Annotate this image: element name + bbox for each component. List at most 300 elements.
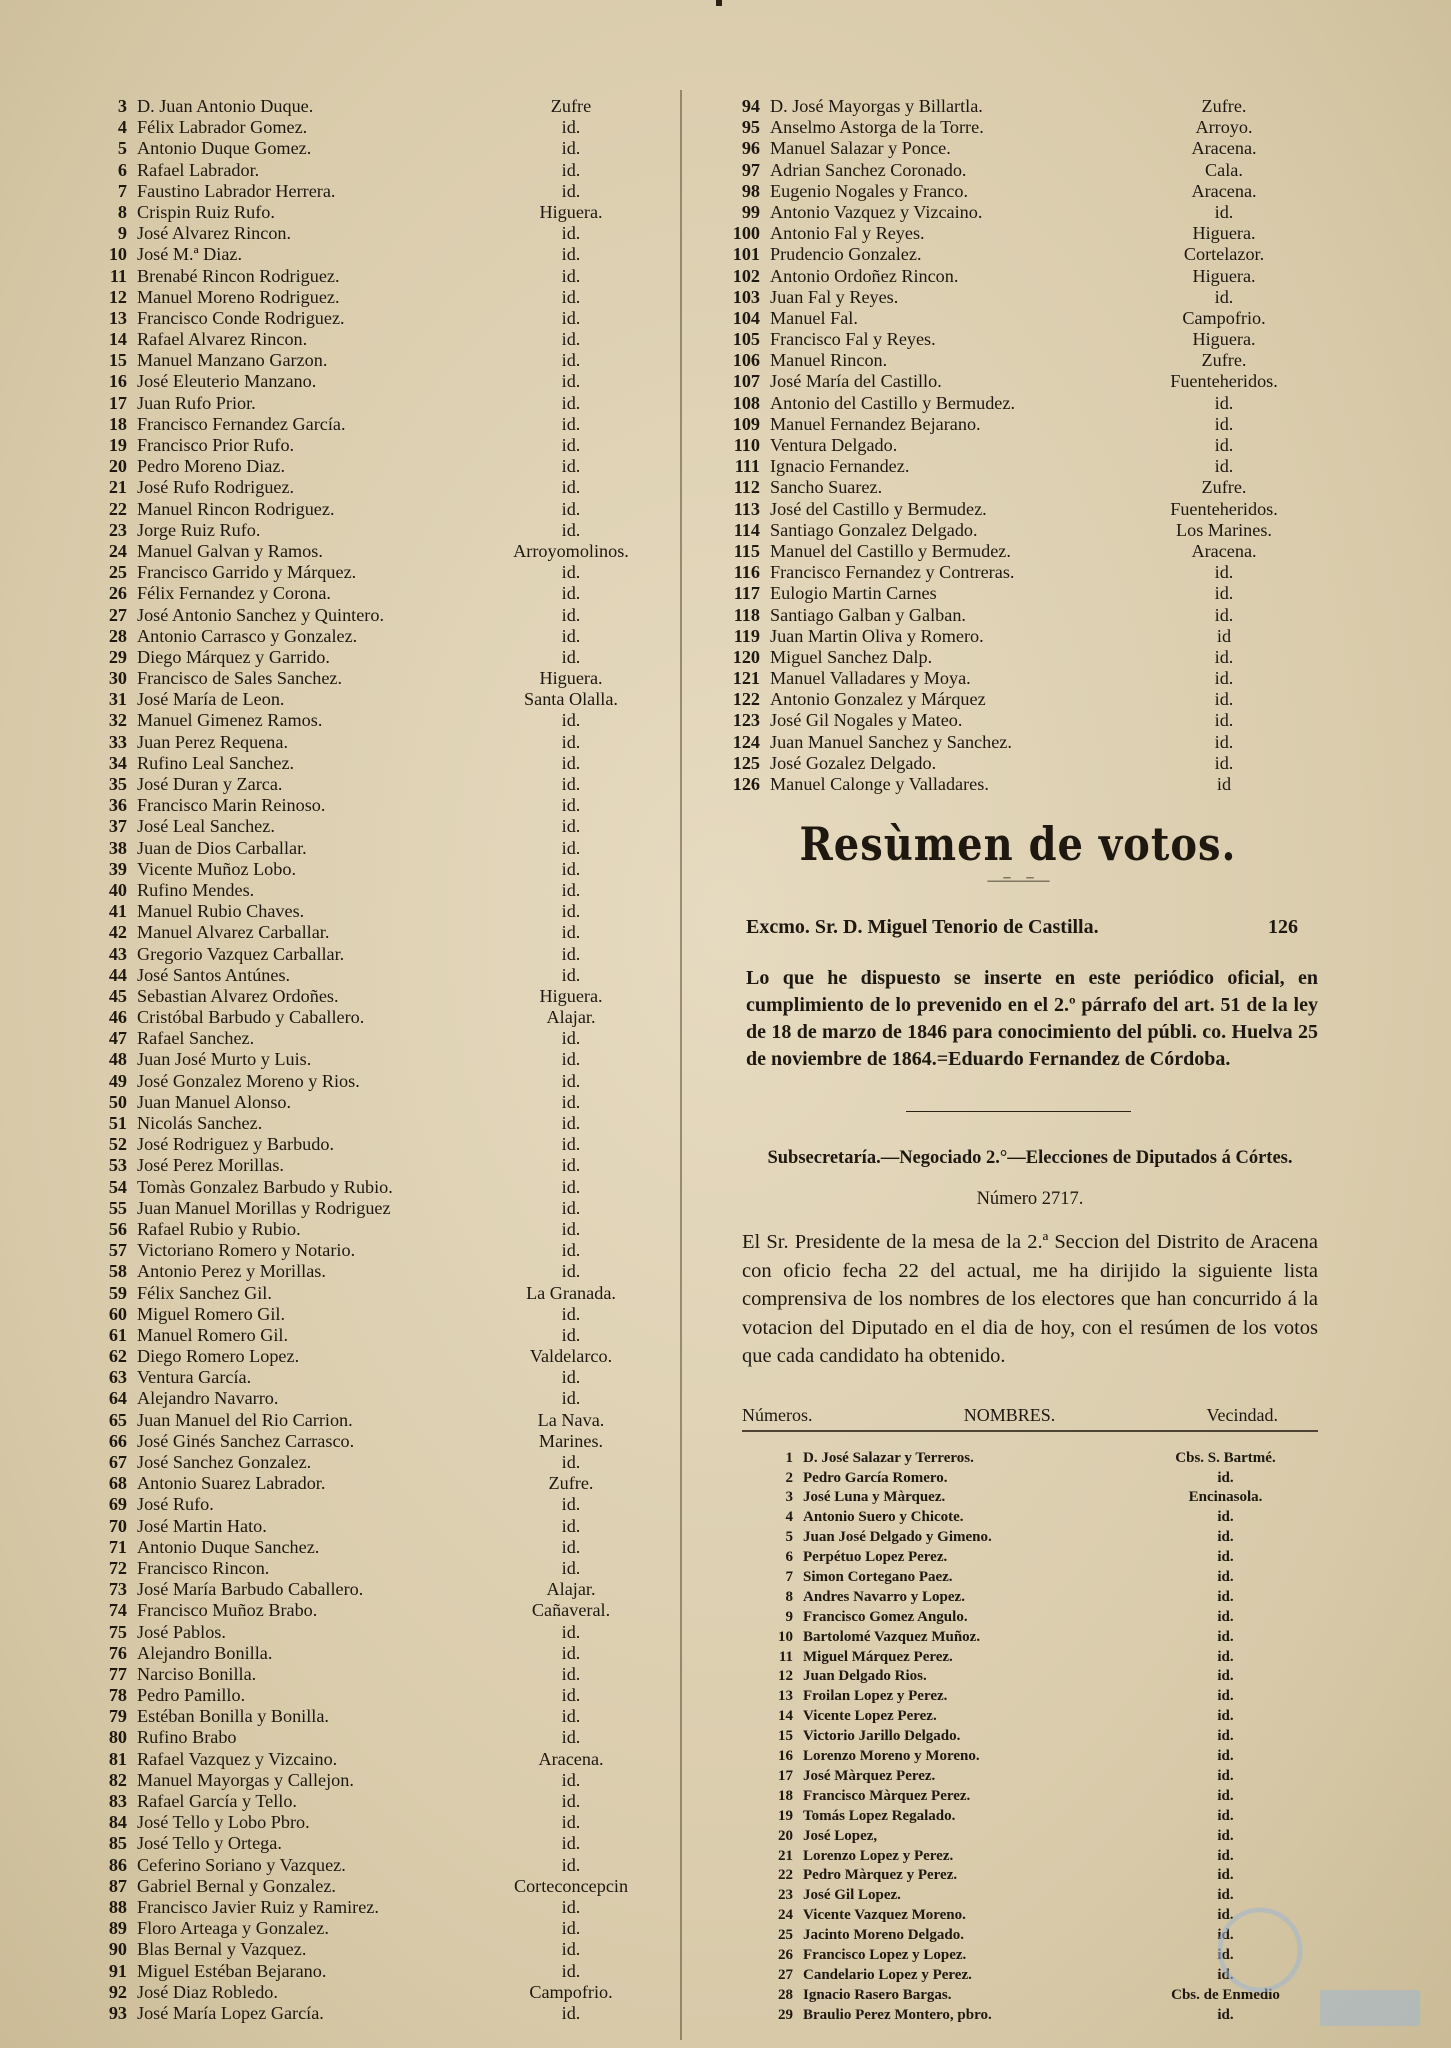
elector-town: id. — [561, 1028, 581, 1049]
elector-number: 77 — [108, 1663, 127, 1684]
elector-town: id. — [561, 244, 581, 265]
elector-town: id. — [561, 2002, 581, 2023]
elector-town: id. — [561, 159, 581, 180]
elector-name: Rafael Labrador. — [137, 159, 260, 180]
list-item — [72, 774, 667, 795]
list-item — [718, 1549, 1318, 1569]
elector-town: id. — [561, 731, 581, 752]
elector-name: José Perez Morillas. — [137, 1155, 284, 1176]
list-item — [72, 308, 667, 329]
list-item — [72, 287, 667, 308]
elector-number: 31 — [108, 689, 127, 710]
elector-name: José María de Leon. — [137, 689, 285, 710]
list-item — [718, 626, 1318, 647]
elector-name: Francisco Javier Ruiz y Ramirez. — [137, 1896, 379, 1917]
elector-town: id. — [561, 1621, 581, 1642]
elector-name: Miguel Sanchez Dalp. — [770, 646, 933, 667]
elector-town: id. — [1214, 689, 1234, 710]
list-item — [718, 668, 1318, 689]
elector-number: 58 — [108, 1261, 127, 1282]
right-column — [718, 96, 1318, 2027]
elector-name: Juan Rufo Prior. — [137, 392, 256, 413]
list-item — [718, 1748, 1318, 1768]
elector-name: Miguel Romero Gil. — [137, 1303, 286, 1324]
elector-town: id. — [561, 795, 581, 816]
elector-number: 119 — [733, 625, 760, 646]
elector-town: Encinasola. — [1188, 1489, 1263, 1506]
list-item — [718, 562, 1318, 583]
elector-town: id. — [561, 1113, 581, 1133]
list-item — [72, 1410, 667, 1431]
elector-name: Froilan Lopez y Perez. — [803, 1688, 948, 1705]
list-item — [72, 1155, 667, 1176]
elector-town: Aracena. — [1191, 180, 1257, 201]
elector-number: 72 — [108, 1557, 127, 1578]
list-item — [72, 1134, 667, 1155]
elector-number: 32 — [108, 710, 127, 731]
elector-number: 34 — [108, 752, 127, 773]
elector-name: Alejandro Navarro. — [137, 1388, 279, 1409]
elector-town: Cala. — [1205, 159, 1243, 180]
elector-name: Juan José Delgado y Gimeno. — [803, 1529, 992, 1546]
top-mark — [716, 0, 722, 6]
list-item — [718, 350, 1318, 371]
right-elector-list — [718, 96, 1318, 795]
list-item — [718, 1688, 1318, 1708]
list-item — [72, 1367, 667, 1388]
elector-name: Anselmo Astorga de la Torre. — [770, 117, 984, 138]
elector-number: 55 — [108, 1197, 127, 1218]
elector-number: 13 — [778, 1688, 793, 1705]
list-item — [72, 202, 667, 223]
list-item — [72, 753, 667, 774]
elector-name: Manuel del Castillo y Bermudez. — [770, 540, 1011, 561]
elector-number: 111 — [734, 456, 760, 477]
elector-town: Fuenteheridos. — [1170, 498, 1278, 519]
elector-town: id. — [1217, 1628, 1234, 1645]
elector-name: Andres Navarro y Lopez. — [803, 1588, 965, 1605]
elector-name: Manuel Galvan y Ramos. — [137, 540, 323, 561]
list-item — [72, 1770, 667, 1791]
elector-name: Lorenzo Moreno y Moreno. — [803, 1748, 980, 1765]
elector-number: 70 — [108, 1515, 127, 1536]
elector-town: id. — [1214, 604, 1234, 625]
elector-name: Manuel Fernandez Bejarano. — [770, 413, 981, 434]
elector-town: Marines. — [538, 1430, 604, 1451]
section-body: El Sr. Presidente de la mesa de la 2.ª Seccion del Distrito de Aracena con oficio fecha 22 del actual, me ha dirijido la siguiente lista comprensiva de los nombres de los electores que han concurrido á la votacion del Diputado en el dia de hoy, con el resúmen de los votos que cada candidato ha obtenido. — [742, 1231, 1318, 1368]
list-item — [718, 371, 1318, 392]
elector-name: José María Lopez García. — [137, 2002, 324, 2023]
list-item — [72, 1643, 667, 1664]
list-item — [72, 1685, 667, 1706]
list-item — [72, 1982, 667, 2003]
elector-town: id. — [561, 583, 581, 604]
elector-town: id. — [1214, 731, 1234, 752]
elector-town: Cbs. S. Bartmé. — [1175, 1449, 1276, 1466]
elector-number: 75 — [108, 1621, 127, 1642]
elector-number: 56 — [108, 1218, 127, 1239]
elector-number: 17 — [778, 1767, 793, 1784]
elector-name: Rufino Leal Sanchez. — [137, 752, 295, 773]
elector-name: Francisco de Sales Sanchez. — [137, 668, 343, 689]
elector-number: 19 — [778, 1807, 793, 1824]
elector-town: id. — [561, 1324, 581, 1345]
elector-name: Nicolás Sanchez. — [137, 1113, 263, 1133]
list-item — [718, 1489, 1318, 1509]
elector-town: id. — [561, 1642, 581, 1663]
elector-number: 15 — [108, 350, 127, 371]
list-item — [718, 138, 1318, 159]
elector-number: 52 — [108, 1134, 127, 1155]
elector-town: id. — [561, 519, 581, 540]
elector-town: id. — [1217, 1469, 1234, 1486]
elector-number: 74 — [108, 1600, 127, 1621]
list-item — [72, 117, 667, 138]
elector-name: Jacinto Moreno Delgado. — [803, 1927, 964, 1944]
col-nombres: NOMBRES. — [963, 1404, 1056, 1425]
elector-town: La Nava. — [537, 1409, 605, 1430]
list-item — [718, 1768, 1318, 1788]
list-item — [718, 541, 1318, 562]
section-rule — [906, 1111, 1131, 1112]
elector-name: José Gil Lopez. — [803, 1887, 901, 1904]
elector-number: 7 — [117, 180, 127, 201]
list-item — [718, 181, 1318, 202]
elector-town: id. — [561, 180, 581, 201]
list-item — [72, 1494, 667, 1515]
elector-number: 125 — [732, 752, 760, 773]
elector-number: 50 — [108, 1091, 127, 1112]
elector-number: 69 — [108, 1494, 127, 1515]
elector-name: José Gozalez Delgado. — [770, 752, 937, 773]
elector-number: 48 — [108, 1049, 127, 1070]
list-item — [72, 1473, 667, 1494]
elector-name: Jorge Ruiz Rufo. — [137, 519, 261, 540]
list-item — [718, 308, 1318, 329]
elector-number: 126 — [732, 774, 760, 794]
list-item — [72, 1961, 667, 1982]
elector-name: Antonio Duque Sanchez. — [137, 1536, 320, 1557]
elector-number: 91 — [108, 1960, 127, 1981]
elector-name: Crispin Ruiz Rufo. — [137, 201, 275, 222]
elector-town: id. — [1217, 1668, 1234, 1685]
list-item — [72, 922, 667, 943]
elector-name: Gabriel Bernal y Gonzalez. — [137, 1875, 336, 1896]
elector-town: id. — [1214, 668, 1234, 689]
list-item — [72, 1749, 667, 1770]
elector-number: 5 — [117, 138, 127, 159]
elector-number: 67 — [108, 1452, 127, 1472]
elector-name: Tomás Lopez Regalado. — [803, 1807, 956, 1824]
elector-name: José Lopez, — [803, 1827, 878, 1844]
elector-town: id. — [561, 1091, 581, 1112]
elector-name: Manuel Salazar y Ponce. — [770, 138, 951, 159]
list-item — [72, 244, 667, 265]
list-item — [72, 647, 667, 668]
list-item — [72, 160, 667, 181]
elector-town: id. — [1217, 1966, 1234, 1983]
elector-number: 83 — [108, 1791, 127, 1811]
elector-town: id. — [561, 901, 581, 922]
elector-name: José Antonio Sanchez y Quintero. — [137, 604, 385, 625]
list-item — [718, 753, 1318, 774]
list-item — [72, 181, 667, 202]
elector-town: id. — [1217, 1529, 1234, 1546]
elector-town: id. — [561, 456, 581, 477]
elector-number: 25 — [108, 562, 127, 583]
elector-name: Victoriano Romero y Notario. — [137, 1240, 356, 1261]
elector-town: id. — [561, 1727, 581, 1748]
elector-town: id. — [561, 413, 581, 434]
elector-name: José Sanchez Gonzalez. — [137, 1452, 312, 1472]
elector-number: 88 — [108, 1896, 127, 1917]
elector-town: id. — [561, 435, 581, 455]
elector-name: Santiago Galban y Galban. — [770, 604, 966, 625]
elector-town: Alajar. — [546, 1007, 596, 1028]
elector-name: José Martin Hato. — [137, 1515, 267, 1536]
column-divider — [680, 90, 682, 2040]
elector-name: Manuel Valladares y Moya. — [770, 668, 971, 689]
elector-name: Rafael Vazquez y Vizcaino. — [137, 1748, 338, 1769]
elector-name: José Gil Nogales y Mateo. — [770, 710, 963, 731]
list-item — [72, 1388, 667, 1409]
list-item — [72, 1918, 667, 1939]
elector-number: 10 — [778, 1628, 793, 1645]
elector-town: id. — [561, 1197, 581, 1218]
elector-number: 117 — [733, 583, 760, 604]
elector-town: id. — [561, 1939, 581, 1960]
elector-number: 47 — [108, 1028, 127, 1049]
list-item — [72, 266, 667, 287]
elector-name: Manuel Rubio Chaves. — [137, 901, 305, 922]
elector-town: Fuenteheridos. — [1170, 371, 1278, 392]
elector-town: id. — [561, 1261, 581, 1282]
elector-town: id. — [561, 1791, 581, 1811]
list-item — [718, 96, 1318, 117]
elector-name: Francisco Muñoz Brabo. — [137, 1600, 318, 1621]
elector-number: 6 — [117, 159, 127, 180]
elector-number: 121 — [732, 668, 760, 689]
elector-town: id. — [561, 223, 581, 244]
list-item — [718, 117, 1318, 138]
elector-number: 57 — [108, 1240, 127, 1261]
elector-number: 38 — [108, 837, 127, 858]
elector-number: 11 — [778, 1648, 793, 1665]
elector-number: 90 — [108, 1939, 127, 1960]
list-item — [72, 1325, 667, 1346]
list-item — [72, 1304, 667, 1325]
list-item — [72, 689, 667, 710]
elector-name: Francisco Fernandez y Contreras. — [770, 562, 1015, 583]
elector-town: id. — [561, 774, 581, 794]
elector-name: José Leal Sanchez. — [137, 816, 275, 837]
elector-town: id. — [561, 1812, 581, 1833]
elector-name: José María Barbudo Caballero. — [137, 1579, 364, 1600]
elector-number: 28 — [778, 1986, 793, 2003]
elector-number: 8 — [117, 201, 127, 222]
elector-name: Félix Fernandez y Corona. — [137, 583, 331, 604]
list-item — [718, 456, 1318, 477]
elector-town: id. — [561, 1557, 581, 1578]
elector-town: id. — [1217, 1767, 1234, 1784]
elector-name: Juan Martin Oliva y Romero. — [770, 625, 984, 646]
elector-town: id. — [1217, 1748, 1234, 1765]
left-elector-list — [72, 96, 667, 2024]
elector-name: Antonio Vazquez y Vizcaino. — [770, 201, 983, 222]
elector-town: id. — [561, 1854, 581, 1875]
elector-town: Higuera. — [539, 201, 603, 222]
elector-name: Ceferino Soriano y Vazquez. — [137, 1854, 346, 1875]
elector-number: 39 — [108, 858, 127, 879]
elector-number: 19 — [108, 435, 127, 455]
elector-town: id. — [561, 1769, 581, 1790]
table-header — [718, 1405, 1318, 1426]
elector-town: id. — [1217, 1807, 1234, 1824]
elector-number: 14 — [108, 329, 127, 350]
elector-name: Manuel Mayorgas y Callejon. — [137, 1769, 354, 1790]
elector-name: Estéban Bonilla y Bonilla. — [137, 1706, 329, 1727]
elector-town: id. — [1217, 1787, 1234, 1804]
list-item — [718, 1708, 1318, 1728]
elector-name: Bartolomé Vazquez Muñoz. — [803, 1628, 981, 1645]
elector-number: 79 — [108, 1706, 127, 1727]
elector-name: Miguel Márquez Perez. — [803, 1648, 953, 1665]
elector-town: Alajar. — [546, 1579, 596, 1600]
elector-number: 6 — [785, 1549, 793, 1566]
elector-number: 42 — [108, 922, 127, 943]
elector-name: Juan Fal y Reyes. — [770, 286, 899, 307]
elector-town: id. — [561, 1070, 581, 1091]
elector-number: 8 — [785, 1588, 793, 1605]
elector-town: id. — [1217, 1907, 1234, 1924]
elector-number: 2 — [785, 1469, 793, 1486]
list-item — [72, 1177, 667, 1198]
list-item — [718, 266, 1318, 287]
elector-number: 35 — [108, 774, 127, 794]
elector-name: Manuel Rincon Rodriguez. — [137, 498, 335, 519]
elector-name: José Pablos. — [137, 1621, 226, 1642]
elector-name: Juan de Dios Carballar. — [137, 837, 307, 858]
elector-name: Candelario Lopez y Perez. — [803, 1966, 972, 1983]
elector-name: Juan Manuel del Rio Carrion. — [137, 1409, 353, 1430]
elector-name: Rafael Sanchez. — [137, 1028, 255, 1049]
elector-number: 68 — [108, 1473, 127, 1494]
elector-name: José Tello y Lobo Pbro. — [137, 1812, 310, 1833]
elector-name: Faustino Labrador Herrera. — [137, 180, 336, 201]
elector-town: id. — [1217, 1867, 1234, 1884]
list-item — [718, 732, 1318, 753]
list-item — [72, 1706, 667, 1727]
elector-number: 96 — [741, 138, 760, 159]
elector-town: id. — [1217, 1946, 1234, 1963]
elector-name: Francisco Conde Rodriguez. — [137, 307, 345, 328]
elector-name: José del Castillo y Bermudez. — [770, 498, 987, 519]
elector-name: Francisco Lopez y Lopez. — [803, 1946, 967, 1963]
elector-name: Gregorio Vazquez Carballar. — [137, 943, 345, 964]
elector-number: 7 — [785, 1569, 793, 1586]
list-item — [72, 1558, 667, 1579]
elector-name: Antonio Suero y Chicote. — [803, 1509, 964, 1526]
elector-town: id. — [561, 1218, 581, 1239]
elector-name: Félix Sanchez Gil. — [137, 1282, 272, 1303]
elector-name: Francisco Prior Rufo. — [137, 435, 295, 455]
elector-town: id. — [561, 604, 581, 625]
list-item — [72, 96, 667, 117]
elector-town: id. — [1217, 1927, 1234, 1944]
elector-number: 61 — [108, 1324, 127, 1345]
list-item — [72, 1727, 667, 1748]
elector-town: Cañaveral. — [531, 1600, 611, 1621]
elector-town: id. — [561, 752, 581, 773]
elector-number: 95 — [741, 117, 760, 138]
elector-town: id. — [561, 646, 581, 667]
elector-name: Juan Perez Requena. — [137, 731, 288, 752]
elector-name: Perpétuo Lopez Perez. — [803, 1549, 948, 1566]
list-item — [718, 647, 1318, 668]
list-item — [718, 329, 1318, 350]
elector-name: Sancho Suarez. — [770, 477, 883, 498]
list-item — [718, 393, 1318, 414]
list-item — [72, 1516, 667, 1537]
elector-name: Diego Márquez y Garrido. — [137, 646, 330, 667]
list-item — [718, 520, 1318, 541]
elector-number: 86 — [108, 1854, 127, 1875]
elector-number: 94 — [741, 96, 760, 116]
elector-town: Zufre. — [1201, 350, 1247, 371]
elector-town: id. — [1217, 1648, 1234, 1665]
elector-name: José Duran y Zarca. — [137, 774, 283, 794]
elector-town: Santa Olalla. — [524, 689, 618, 710]
elector-town: id. — [561, 1452, 581, 1472]
elector-town: Cortelazor. — [1183, 244, 1265, 265]
elector-name: José Ginés Sanchez Carrasco. — [137, 1430, 355, 1451]
elector-number: 4 — [785, 1509, 793, 1526]
list-item — [718, 605, 1318, 626]
elector-number: 26 — [778, 1946, 793, 1963]
list-item — [72, 520, 667, 541]
elector-number: 65 — [108, 1409, 127, 1430]
elector-name: Manuel Alvarez Carballar. — [137, 922, 330, 943]
elector-name: Manuel Rincon. — [770, 350, 888, 371]
elector-town: Los Marines. — [1176, 519, 1272, 540]
elector-name: Alejandro Bonilla. — [137, 1642, 273, 1663]
elector-town: id. — [561, 1960, 581, 1981]
elector-town: id. — [561, 1240, 581, 1261]
elector-number: 14 — [778, 1708, 793, 1725]
elector-number: 15 — [778, 1728, 793, 1745]
list-item — [72, 1240, 667, 1261]
list-item — [718, 1649, 1318, 1669]
elector-name: José Rodriguez y Barbudo. — [137, 1134, 334, 1155]
elector-town: Corteconcepcin — [513, 1875, 629, 1896]
elector-name: Antonio Ordoñez Rincon. — [770, 265, 959, 286]
list-item — [72, 626, 667, 647]
list-item — [718, 202, 1318, 223]
elector-name: José Rufo Rodriguez. — [137, 477, 295, 498]
elector-town: Higuera. — [539, 985, 603, 1006]
elector-town: id. — [561, 1049, 581, 1070]
elector-town: id. — [1217, 1708, 1234, 1725]
elector-number: 122 — [732, 689, 760, 710]
elector-town: id. — [561, 371, 581, 392]
list-item — [718, 435, 1318, 456]
elector-name: José Màrquez Perez. — [803, 1767, 936, 1784]
list-item — [72, 499, 667, 520]
elector-number: 51 — [108, 1113, 127, 1133]
list-item — [72, 350, 667, 371]
elector-town: id. — [1214, 710, 1234, 731]
elector-name: José Alvarez Rincon. — [137, 223, 292, 244]
